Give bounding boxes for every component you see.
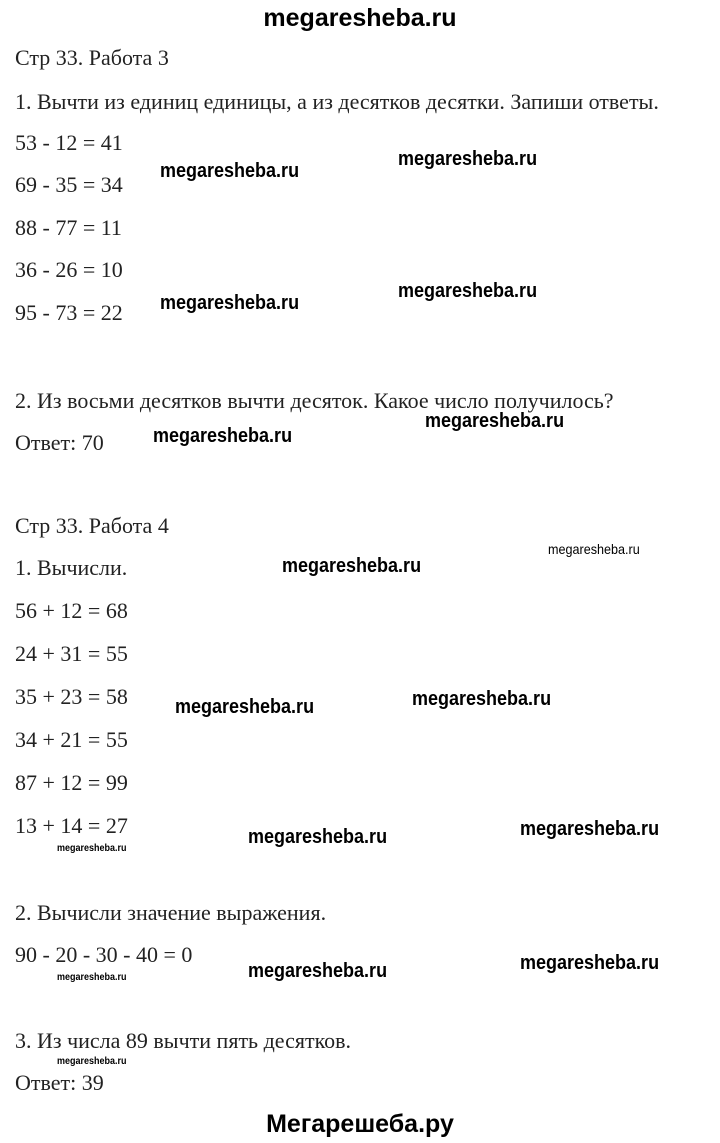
equation: 69 - 35 = 34: [15, 172, 123, 197]
watermark: megaresheba.ru: [548, 541, 640, 557]
watermark: megaresheba.ru: [520, 818, 660, 840]
work3-answer2: Ответ: 70: [15, 430, 104, 455]
work4-task2: 2. Вычисли значение выражения.: [15, 900, 327, 925]
work3-task1: 1. Вычти из единиц единицы, а из десятков десятки. Запиши ответы.: [15, 89, 659, 114]
watermark: megaresheba.ru: [398, 148, 538, 170]
watermark: megaresheba.ru: [160, 160, 300, 182]
work3-task2: 2. Из восьми десятков вычти десяток. Какое число получилось?: [15, 388, 614, 413]
work4-title: Стр 33. Работа 4: [15, 513, 169, 538]
equation: 13 + 14 = 27: [15, 813, 128, 838]
watermark: megaresheba.ru: [57, 843, 127, 854]
watermark: megaresheba.ru: [248, 960, 388, 982]
work4-task3: 3. Из числа 89 вычти пять десятков.: [15, 1028, 352, 1053]
watermark: megaresheba.ru: [398, 280, 538, 302]
site-footer: Мегарешеба.ру: [266, 1110, 454, 1138]
equation: 88 - 77 = 11: [15, 215, 122, 240]
equation: 56 + 12 = 68: [15, 598, 128, 623]
work4-expression: 90 - 20 - 30 - 40 = 0: [15, 942, 193, 967]
watermark: megaresheba.ru: [425, 410, 565, 432]
watermark: megaresheba.ru: [153, 425, 293, 447]
watermark: megaresheba.ru: [520, 952, 660, 974]
watermark: megaresheba.ru: [160, 292, 300, 314]
watermark: megaresheba.ru: [282, 555, 422, 577]
work4-answer3: Ответ: 39: [15, 1070, 104, 1095]
equation: 36 - 26 = 10: [15, 257, 123, 282]
watermark: megaresheba.ru: [57, 1056, 127, 1067]
equation: 24 + 31 = 55: [15, 641, 128, 666]
site-header: megaresheba.ru: [263, 4, 457, 32]
equation: 35 + 23 = 58: [15, 684, 128, 709]
equation: 87 + 12 = 99: [15, 770, 128, 795]
equation: 34 + 21 = 55: [15, 727, 128, 752]
watermark: megaresheba.ru: [175, 696, 315, 718]
watermark: megaresheba.ru: [248, 826, 388, 848]
work3-title: Стр 33. Работа 3: [15, 45, 169, 70]
work4-task1: 1. Вычисли.: [15, 555, 128, 580]
equation: 53 - 12 = 41: [15, 130, 123, 155]
watermark: megaresheba.ru: [57, 972, 127, 983]
equation: 95 - 73 = 22: [15, 300, 123, 325]
watermark: megaresheba.ru: [412, 688, 552, 710]
